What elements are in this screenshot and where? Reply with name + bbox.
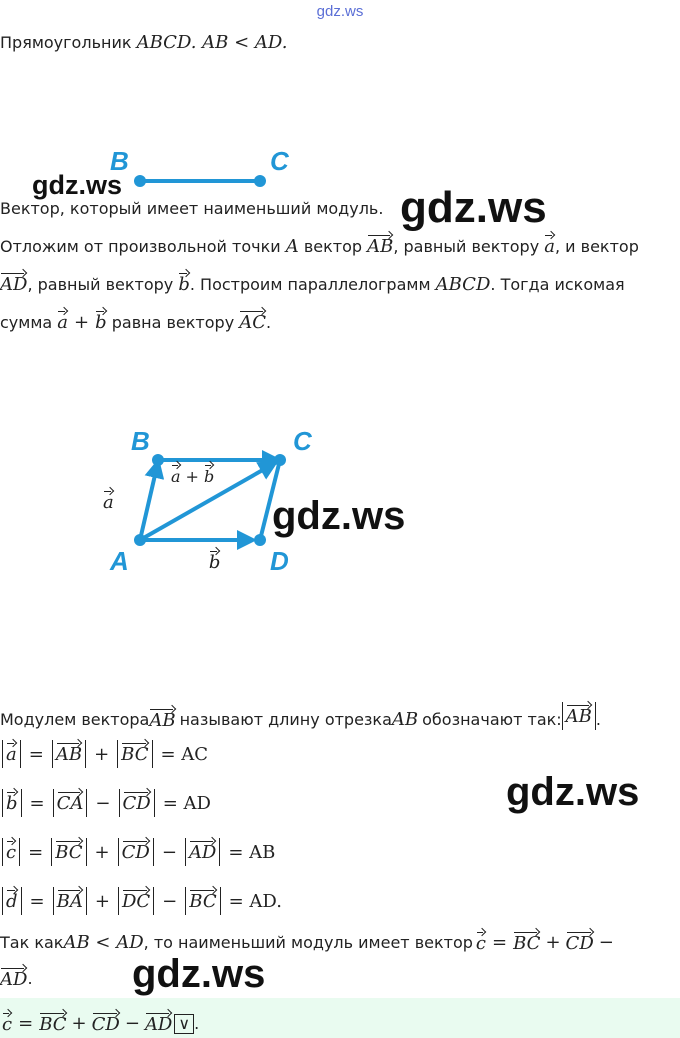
label-sum-plus: + xyxy=(185,467,199,486)
operator: − xyxy=(598,932,614,953)
para-text: , равный вектору xyxy=(27,275,179,294)
operator: − xyxy=(124,1013,140,1034)
vector-cd: CD xyxy=(122,838,150,862)
para-line-2 xyxy=(0,270,625,298)
equation-d xyxy=(2,875,284,915)
equals-sign: = xyxy=(29,793,45,814)
vector-a: a xyxy=(544,232,555,256)
watermark-5: gdz.ws xyxy=(132,952,266,996)
operator: + xyxy=(94,842,110,863)
vertex-c: C xyxy=(293,426,312,456)
figure-segment-bc xyxy=(100,140,300,190)
para-text: , и вектор xyxy=(554,237,639,256)
abs-term xyxy=(118,838,154,866)
vector-ca: CA xyxy=(57,789,84,813)
modulus-text: Модулем вектора xyxy=(0,710,150,729)
abs-term xyxy=(119,789,155,817)
answer-end: . xyxy=(194,1014,200,1033)
vector-ad: AD xyxy=(189,838,216,862)
vertex-d: D xyxy=(270,546,289,576)
equation-result: = AD xyxy=(162,793,211,814)
conclusion-line-2 xyxy=(0,961,33,989)
watermark-2: gdz.ws xyxy=(400,183,547,232)
conclusion-text: , то наименьший модуль имеет вектор xyxy=(143,933,473,952)
vector-bc: BC xyxy=(55,838,82,862)
vector-ab: AB xyxy=(56,740,82,764)
vector-a: a xyxy=(57,308,68,332)
segment-ab: AB xyxy=(391,709,419,730)
equation-result: = AD. xyxy=(228,891,282,912)
abs-term xyxy=(185,887,220,915)
para-text: равна вектору xyxy=(106,313,240,332)
vector-cd: CD xyxy=(92,1010,120,1034)
abs-term xyxy=(51,838,86,866)
vector-c: c xyxy=(476,929,486,953)
vector-bc: BC xyxy=(121,740,148,764)
plus-sign: + xyxy=(74,312,90,333)
intro-text: Прямоугольник xyxy=(0,33,137,52)
segment-bc xyxy=(100,140,300,190)
site-header[interactable]: gdz.ws xyxy=(316,3,364,20)
label-vector-b: b xyxy=(209,548,221,572)
label-sum xyxy=(171,462,214,486)
para-line-1 xyxy=(0,232,639,260)
watermark-4: gdz.ws xyxy=(506,770,640,814)
para-text: вектор xyxy=(298,237,368,256)
equation-result: = AC xyxy=(160,744,209,765)
vector-cd: CD xyxy=(123,789,151,813)
operator: + xyxy=(71,1013,87,1034)
vertex-b: B xyxy=(131,426,150,456)
abs-lhs xyxy=(2,887,22,915)
operator: + xyxy=(94,744,110,765)
vector-ab: AB xyxy=(149,706,175,730)
vector-bc: BC xyxy=(189,887,216,911)
vector-b: b xyxy=(95,308,107,332)
vector-ad: AD xyxy=(0,270,27,294)
watermark-3: gdz.ws xyxy=(272,494,406,538)
vector-b: b xyxy=(6,789,18,813)
watermark-1: gdz.ws xyxy=(32,170,123,200)
vector-b: b xyxy=(178,270,190,294)
abs-term xyxy=(52,740,86,768)
inequality: AB < AD xyxy=(63,932,144,953)
vector-a: a xyxy=(6,740,17,764)
modulus-text: обозначают так: xyxy=(422,710,562,729)
answer-box xyxy=(0,998,680,1038)
label-vector-a: a xyxy=(103,488,114,512)
equals-sign: = xyxy=(29,891,45,912)
vector-d: d xyxy=(6,887,18,911)
vector-bc: BC xyxy=(513,929,540,953)
para-text: . Тогда искомая xyxy=(490,275,625,294)
label-c: C xyxy=(270,146,289,176)
conclusion-text: Так как xyxy=(0,933,64,952)
vector-ba: BA xyxy=(57,887,83,911)
para-text: . xyxy=(266,313,272,332)
operator: + xyxy=(545,932,561,953)
operator: − xyxy=(95,793,111,814)
abs-term xyxy=(53,887,87,915)
para-text: Отложим от произвольной точки xyxy=(0,237,286,256)
modulus-line xyxy=(0,700,601,730)
abs-term xyxy=(185,838,220,866)
modulus-text: называют длину отрезка xyxy=(179,710,392,729)
abs-term xyxy=(53,789,88,817)
para-line-3 xyxy=(0,308,271,336)
abs-lhs xyxy=(2,740,21,768)
vector-ab: AB xyxy=(367,232,393,256)
abs-ab xyxy=(562,702,596,730)
vector-ac: AC xyxy=(239,308,266,332)
conclusion-line-1 xyxy=(0,925,614,953)
vector-dc: DC xyxy=(122,887,150,911)
abs-lhs xyxy=(2,838,20,866)
equation-result: = AB xyxy=(228,842,276,863)
vector-ab: AB xyxy=(566,702,592,726)
para-text: сумма xyxy=(0,313,58,332)
vector-ad: AD xyxy=(145,1010,172,1034)
operator: − xyxy=(161,842,177,863)
abs-lhs xyxy=(2,789,22,817)
point-a: A xyxy=(285,236,299,257)
vector-bc: BC xyxy=(39,1010,66,1034)
vector-c: c xyxy=(6,838,16,862)
para-text: , равный вектору xyxy=(393,237,545,256)
smallest-modulus-line: Вектор, который имеет наименьший модуль. xyxy=(0,199,384,218)
label-b: B xyxy=(110,146,129,176)
operator: − xyxy=(162,891,178,912)
abs-term xyxy=(117,740,152,768)
modulus-end: . xyxy=(595,710,601,729)
abs-term xyxy=(118,887,154,915)
answer-checkbox[interactable]: ∨ xyxy=(174,1014,194,1034)
equals-sign: = xyxy=(492,932,508,953)
equation-c xyxy=(2,826,277,866)
intro-line xyxy=(0,33,287,53)
conclusion-end: . xyxy=(27,969,33,988)
vector-c: c xyxy=(2,1010,12,1034)
intro-math: ABCD. AB < AD. xyxy=(136,32,288,53)
equation-b xyxy=(2,777,213,817)
parallelogram-abcd: ABCD xyxy=(435,274,491,295)
equals-sign: = xyxy=(18,1013,34,1034)
vector-ad: AD xyxy=(0,965,27,989)
equals-sign: = xyxy=(28,744,44,765)
answer-line xyxy=(2,1002,199,1034)
equals-sign: = xyxy=(28,842,44,863)
label-sum-a: a xyxy=(171,462,181,486)
operator: + xyxy=(94,891,110,912)
vector-cd: CD xyxy=(566,929,594,953)
label-sum-b: b xyxy=(204,462,214,486)
equation-a xyxy=(2,728,210,768)
para-text: . Построим параллелограмм xyxy=(189,275,436,294)
vertex-a: A xyxy=(110,546,129,576)
